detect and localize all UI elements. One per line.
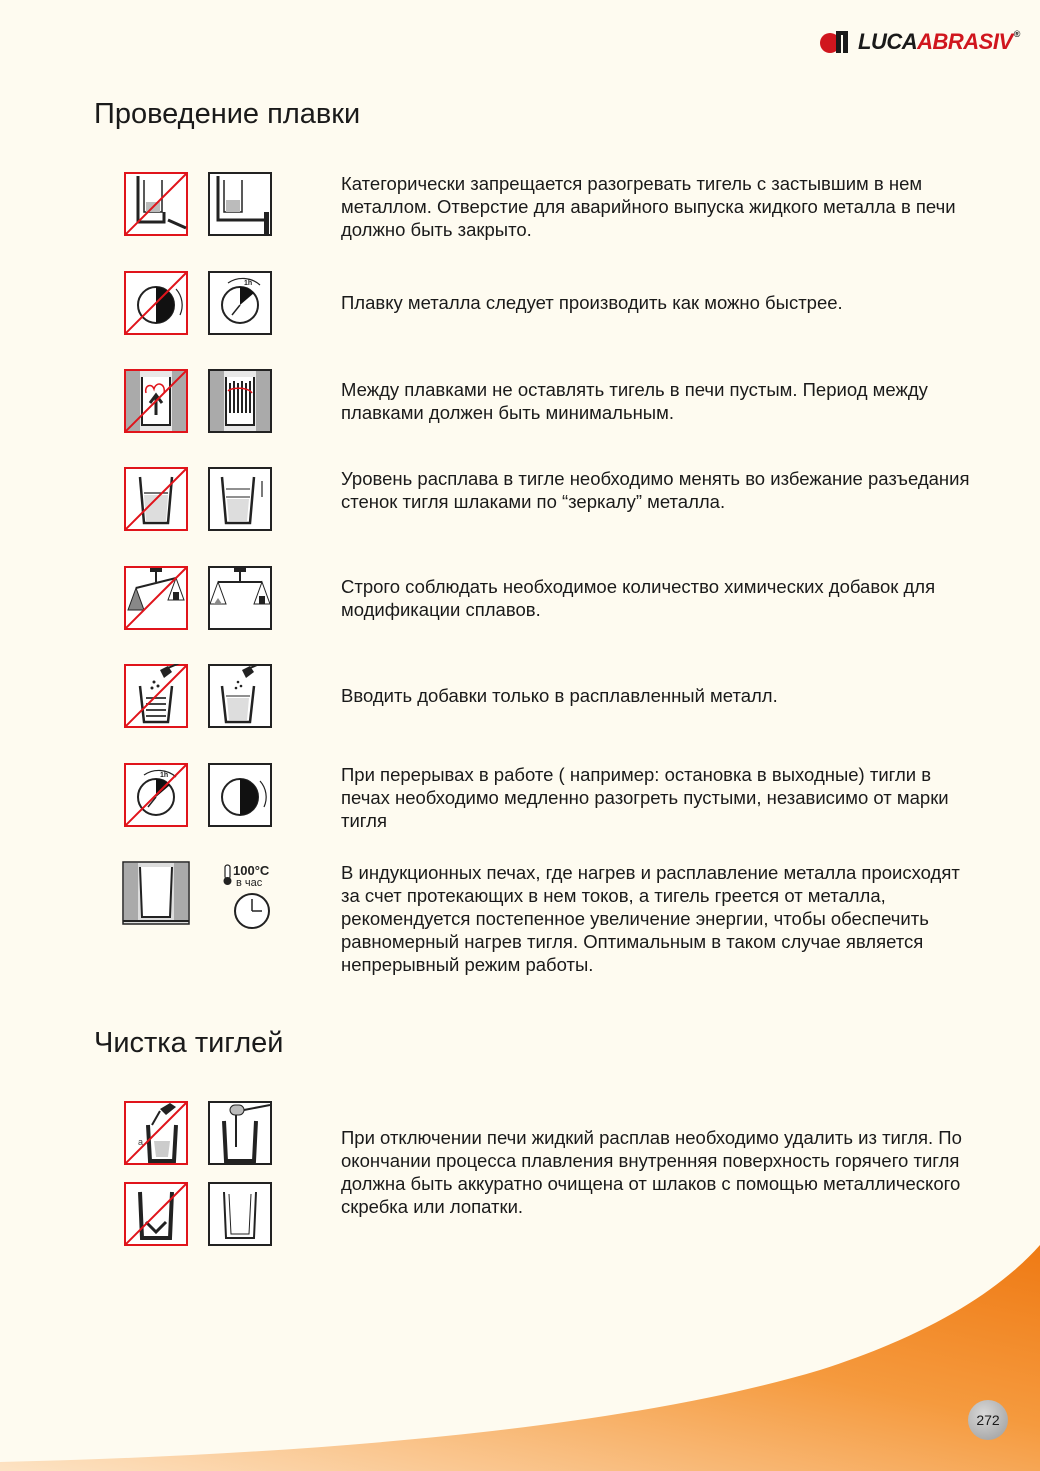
rule-text: Вводить добавки только в расплавленный металл. xyxy=(341,685,778,706)
prohibited-fast-heating-icon xyxy=(124,763,188,827)
luca-abrasiv-logo xyxy=(818,26,1020,58)
cleaning-text: При отключении печи жидкий расплав необходимо удалить из тигля. По окончании процесса плавления внутренняя поверхность горячего тигля должна быть аккуратно очищена от шлаков с помощью металлического скребка или лопатки. xyxy=(341,1127,962,1217)
prohibited-constant-melt-level-icon xyxy=(124,467,188,531)
furnace-with-closed-outlet-icon xyxy=(208,172,272,236)
rule-text: В индукционных печах, где нагрев и расплавление металла происходят за счет протекающих в нем токов, а тигель греется от металла, рекомендуется постепенное увеличение энергии, чтобы обеспечить равномерный нагрев тигля. Оптимальным в таком случае является непрерывный режим работы. xyxy=(341,862,960,975)
rule-text: Строго соблюдать необходимое количество химических добавок для модификации сплавов. xyxy=(341,576,936,620)
induction-furnace-icon xyxy=(122,861,190,925)
prohibited-furnace-with-frozen-metal-icon xyxy=(124,172,188,236)
filled-crucible-in-furnace-icon xyxy=(208,369,272,433)
section-title-melting: Проведение плавки xyxy=(94,98,361,130)
prohibited-empty-crucible-in-furnace-icon xyxy=(124,369,188,433)
logo-emblem-icon xyxy=(818,28,854,56)
rule-text: Плавку металла следует производить как можно быстрее. xyxy=(341,292,843,313)
scraping-crucible-icon xyxy=(208,1101,272,1165)
varying-melt-level-icon xyxy=(208,467,272,531)
svg-text:1h: 1h xyxy=(160,772,169,779)
slow-heating-icon xyxy=(208,763,272,827)
balanced-scale-icon xyxy=(208,566,272,630)
clean-crucible-icon xyxy=(208,1182,272,1246)
rule-text: При перерывах в работе ( например: остановка в выходные) тигли в печах необходимо медленно разогреть пустыми, независимо от марки тигля xyxy=(341,764,949,831)
rule-text: Категорически запрещается разогревать тигель с застывшим в нем металлом. Отверстие для аварийного выпуска жидкого металла в печи должно быть закрыто. xyxy=(341,173,956,240)
rule-text: Между плавками не оставлять тигель в печи пустым. Период между плавками должен быть минимальным. xyxy=(341,379,928,423)
logo-wordmark: LUCAABRASIV® xyxy=(858,29,1020,54)
heating-rate-clock-icon xyxy=(220,861,284,931)
page-number: 272 xyxy=(968,1400,1008,1440)
svg-text:100°C: 100°C xyxy=(233,863,270,878)
prohibited-dirty-crucible-icon xyxy=(124,1182,188,1246)
one-hour-timer-icon xyxy=(208,271,272,335)
section-title-cleaning: Чистка тиглей xyxy=(94,1027,284,1059)
prohibited-slow-melting-icon xyxy=(124,271,188,335)
prohibited-additives-to-solid-charge-icon xyxy=(124,664,188,728)
svg-text:в час: в час xyxy=(236,877,263,889)
rule-text: Уровень расплава в тигле необходимо менять во избежание разъедания стенок тигля шлаками по “зеркалу” металла. xyxy=(341,468,970,512)
svg-text:a: a xyxy=(138,1137,144,1147)
prohibited-unbalanced-scale-icon xyxy=(124,566,188,630)
svg-text:1h: 1h xyxy=(244,280,253,287)
additives-to-molten-metal-icon xyxy=(208,664,272,728)
prohibited-scraping-with-melt-icon xyxy=(124,1101,188,1165)
